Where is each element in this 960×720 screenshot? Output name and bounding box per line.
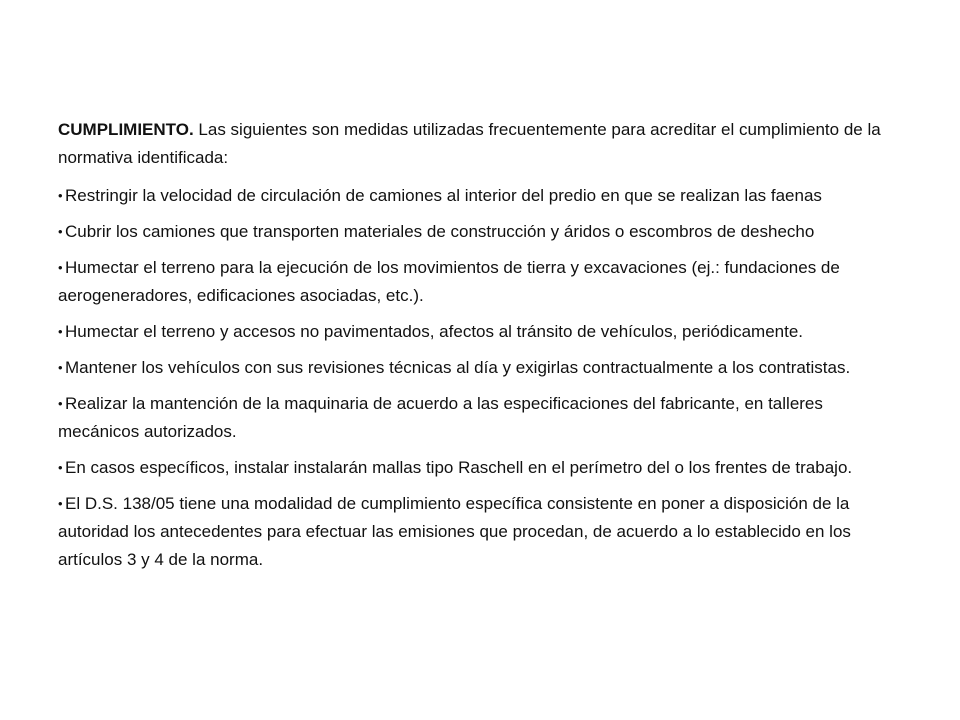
bullet-text: Restringir la velocidad de circulación de camiones al interior del predio en que se realizan las faenas — [65, 186, 822, 205]
bullet-icon: • — [58, 260, 63, 275]
bullet-item — [58, 318, 908, 346]
bullet-text: Humectar el terreno y accesos no pavimentados, afectos al tránsito de vehículos, periódicamente. — [65, 322, 803, 341]
bullet-item — [58, 390, 908, 446]
bullet-icon: • — [58, 360, 63, 375]
bullet-item — [58, 218, 908, 246]
intro-paragraph — [58, 116, 908, 172]
intro-heading: CUMPLIMIENTO. — [58, 120, 194, 139]
bullet-text: El D.S. 138/05 tiene una modalidad de cumplimiento específica consistente en poner a disposición de la autoridad los antecedentes para efectuar las emisiones que procedan, de acuerdo a lo establecido en los artículos 3 y 4 de la norma. — [58, 494, 851, 569]
bullet-item — [58, 454, 908, 482]
bullet-text: Cubrir los camiones que transporten materiales de construcción y áridos o escombros de deshecho — [65, 222, 815, 241]
bullet-icon: • — [58, 460, 63, 475]
bullet-icon: • — [58, 496, 63, 511]
bullet-icon: • — [58, 224, 63, 239]
bullet-text: Humectar el terreno para la ejecución de los movimientos de tierra y excavaciones (ej.: fundaciones de aerogeneradores, edificaciones asociadas, etc.). — [58, 258, 840, 305]
bullet-item — [58, 490, 908, 574]
bullet-text: En casos específicos, instalar instalarán mallas tipo Raschell en el perímetro del o los frentes de trabajo. — [65, 458, 853, 477]
bullet-icon: • — [58, 324, 63, 339]
bullet-item — [58, 182, 908, 210]
bullet-icon: • — [58, 396, 63, 411]
bullet-text: Mantener los vehículos con sus revisiones técnicas al día y exigirlas contractualmente a los contratistas. — [65, 358, 851, 377]
bullet-text: Realizar la mantención de la maquinaria de acuerdo a las especificaciones del fabricante, en talleres mecánicos autorizados. — [58, 394, 823, 441]
slide-content — [58, 116, 908, 582]
bullet-item — [58, 354, 908, 382]
bullet-item — [58, 254, 908, 310]
bullet-list — [58, 182, 908, 574]
bullet-icon: • — [58, 188, 63, 203]
intro-text: Las siguientes son medidas utilizadas frecuentemente para acreditar el cumplimiento de la normativa identificada: — [58, 120, 881, 167]
